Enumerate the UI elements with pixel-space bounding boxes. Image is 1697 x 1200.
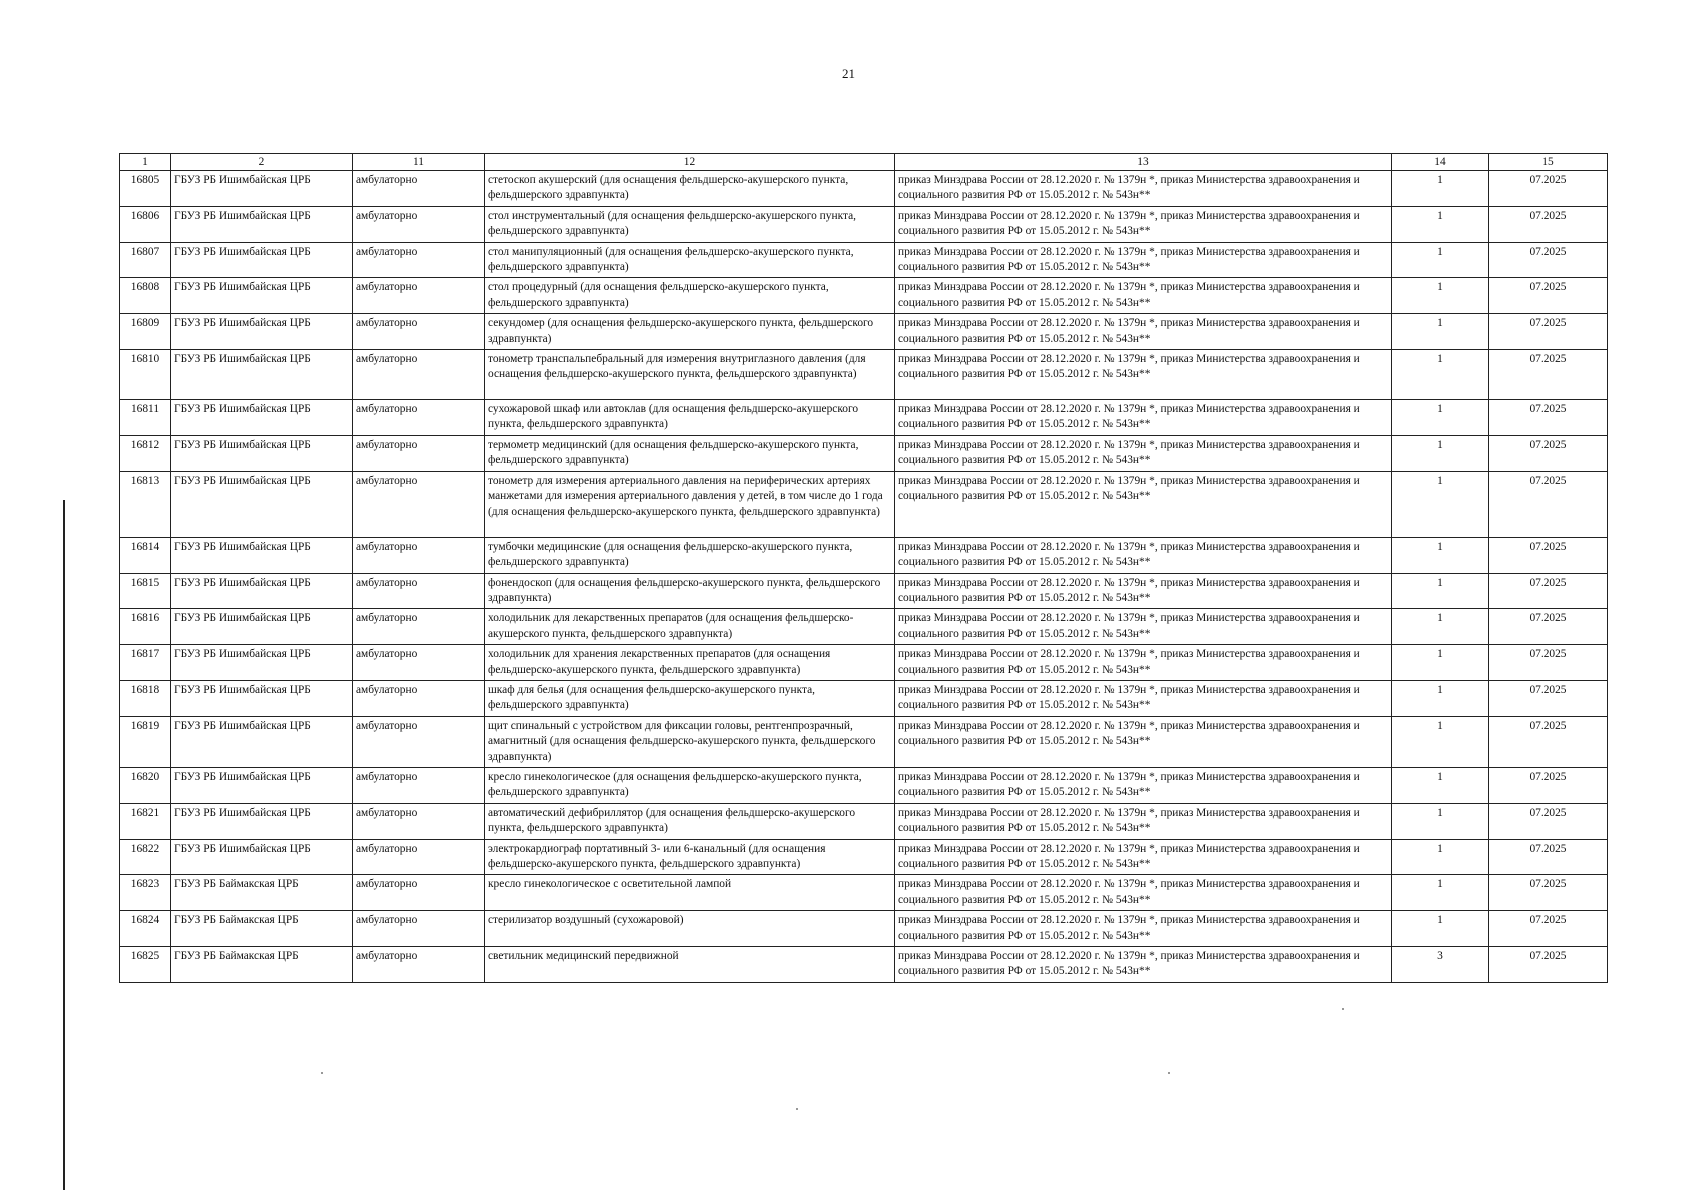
cell-date: 07.2025 [1489,767,1608,803]
cell-care-mode: амбулаторно [353,573,485,609]
scan-artifact-bar [63,500,65,1190]
cell-care-mode: амбулаторно [353,206,485,242]
cell-quantity: 1 [1392,350,1489,400]
cell-number: 16825 [120,947,171,983]
cell-date: 07.2025 [1489,471,1608,537]
cell-number: 16814 [120,537,171,573]
cell-legal-basis: приказ Минздрава России от 28.12.2020 г. № 1379н *, приказ Министерства здравоохранения и социального развития РФ от 15.05.2012 г. № 543н** [895,242,1392,278]
cell-legal-basis: приказ Минздрава России от 28.12.2020 г. № 1379н *, приказ Министерства здравоохранения и социального развития РФ от 15.05.2012 г. № 543н** [895,537,1392,573]
table-body [120,171,1608,983]
cell-equipment: щит спинальный с устройством для фиксации головы, рентгенпрозрачный, амагнитный (для оснащения фельдшерско-акушерского пункта, фельдшерского здравпункта) [485,716,895,767]
cell-organization: ГБУЗ РБ Ишимбайская ЦРБ [171,716,353,767]
cell-date: 07.2025 [1489,206,1608,242]
cell-organization: ГБУЗ РБ Ишимбайская ЦРБ [171,471,353,537]
cell-number: 16812 [120,435,171,471]
cell-equipment: термометр медицинский (для оснащения фельдшерско-акушерского пункта, фельдшерского здравпункта) [485,435,895,471]
cell-legal-basis: приказ Минздрава России от 28.12.2020 г. № 1379н *, приказ Министерства здравоохранения и социального развития РФ от 15.05.2012 г. № 543н** [895,400,1392,436]
cell-date: 07.2025 [1489,314,1608,350]
cell-care-mode: амбулаторно [353,947,485,983]
cell-number: 16809 [120,314,171,350]
cell-equipment: фонендоскоп (для оснащения фельдшерско-акушерского пункта, фельдшерского здравпункта) [485,573,895,609]
cell-date: 07.2025 [1489,680,1608,716]
table-row [120,400,1608,436]
cell-organization: ГБУЗ РБ Ишимбайская ЦРБ [171,680,353,716]
cell-date: 07.2025 [1489,609,1608,645]
cell-number: 16820 [120,767,171,803]
cell-number: 16815 [120,573,171,609]
cell-date: 07.2025 [1489,716,1608,767]
page-number: 21 [842,66,855,81]
cell-number: 16823 [120,875,171,911]
cell-care-mode: амбулаторно [353,314,485,350]
cell-number: 16813 [120,471,171,537]
cell-care-mode: амбулаторно [353,242,485,278]
table-row [120,716,1608,767]
cell-number: 16807 [120,242,171,278]
table-row [120,573,1608,609]
cell-care-mode: амбулаторно [353,839,485,875]
cell-organization: ГБУЗ РБ Ишимбайская ЦРБ [171,767,353,803]
cell-legal-basis: приказ Минздрава России от 28.12.2020 г. № 1379н *, приказ Министерства здравоохранения и социального развития РФ от 15.05.2012 г. № 543н** [895,435,1392,471]
col-header: 12 [485,154,895,171]
cell-organization: ГБУЗ РБ Ишимбайская ЦРБ [171,803,353,839]
cell-date: 07.2025 [1489,278,1608,314]
cell-legal-basis: приказ Минздрава России от 28.12.2020 г. № 1379н *, приказ Министерства здравоохранения и социального развития РФ от 15.05.2012 г. № 543н** [895,767,1392,803]
scan-speck [796,1108,798,1110]
cell-legal-basis: приказ Минздрава России от 28.12.2020 г. № 1379н *, приказ Министерства здравоохранения и социального развития РФ от 15.05.2012 г. № 543н** [895,278,1392,314]
cell-number: 16816 [120,609,171,645]
cell-equipment: секундомер (для оснащения фельдшерско-акушерского пункта, фельдшерского здравпункта) [485,314,895,350]
table-row [120,911,1608,947]
cell-quantity: 1 [1392,803,1489,839]
cell-number: 16806 [120,206,171,242]
col-header: 2 [171,154,353,171]
cell-organization: ГБУЗ РБ Ишимбайская ЦРБ [171,314,353,350]
col-header: 13 [895,154,1392,171]
table-row [120,314,1608,350]
table-row [120,875,1608,911]
cell-equipment: сухожаровой шкаф или автоклав (для оснащения фельдшерско-акушерского пункта, фельдшерского здравпункта) [485,400,895,436]
cell-equipment: стол инструментальный (для оснащения фельдшерско-акушерского пункта, фельдшерского здравпункта) [485,206,895,242]
cell-date: 07.2025 [1489,803,1608,839]
table-row [120,278,1608,314]
table-row [120,242,1608,278]
cell-equipment: кресло гинекологическое (для оснащения фельдшерско-акушерского пункта, фельдшерского здравпункта) [485,767,895,803]
table-row [120,206,1608,242]
cell-date: 07.2025 [1489,911,1608,947]
cell-legal-basis: приказ Минздрава России от 28.12.2020 г. № 1379н *, приказ Министерства здравоохранения и социального развития РФ от 15.05.2012 г. № 543н** [895,471,1392,537]
cell-care-mode: амбулаторно [353,350,485,400]
cell-legal-basis: приказ Минздрава России от 28.12.2020 г. № 1379н *, приказ Министерства здравоохранения и социального развития РФ от 15.05.2012 г. № 543н** [895,171,1392,207]
cell-date: 07.2025 [1489,400,1608,436]
cell-equipment: стол манипуляционный (для оснащения фельдшерско-акушерского пункта, фельдшерского здравпункта) [485,242,895,278]
cell-organization: ГБУЗ РБ Баймакская ЦРБ [171,875,353,911]
cell-legal-basis: приказ Минздрава России от 28.12.2020 г. № 1379н *, приказ Министерства здравоохранения и социального развития РФ от 15.05.2012 г. № 543н** [895,573,1392,609]
cell-legal-basis: приказ Минздрава России от 28.12.2020 г. № 1379н *, приказ Министерства здравоохранения и социального развития РФ от 15.05.2012 г. № 543н** [895,609,1392,645]
cell-legal-basis: приказ Минздрава России от 28.12.2020 г. № 1379н *, приказ Министерства здравоохранения и социального развития РФ от 15.05.2012 г. № 543н** [895,680,1392,716]
cell-legal-basis: приказ Минздрава России от 28.12.2020 г. № 1379н *, приказ Министерства здравоохранения и социального развития РФ от 15.05.2012 г. № 543н** [895,206,1392,242]
cell-care-mode: амбулаторно [353,911,485,947]
cell-care-mode: амбулаторно [353,767,485,803]
cell-care-mode: амбулаторно [353,609,485,645]
cell-care-mode: амбулаторно [353,645,485,681]
cell-number: 16819 [120,716,171,767]
cell-equipment: шкаф для белья (для оснащения фельдшерско-акушерского пункта, фельдшерского здравпункта) [485,680,895,716]
cell-quantity: 1 [1392,400,1489,436]
cell-care-mode: амбулаторно [353,471,485,537]
col-header: 1 [120,154,171,171]
cell-equipment: тонометр транспальпебральный для измерения внутриглазного давления (для оснащения фельдшерско-акушерского пункта, фельдшерского здравпункта) [485,350,895,400]
cell-legal-basis: приказ Минздрава России от 28.12.2020 г. № 1379н *, приказ Министерства здравоохранения и социального развития РФ от 15.05.2012 г. № 543н** [895,350,1392,400]
cell-quantity: 1 [1392,609,1489,645]
table-row [120,680,1608,716]
cell-equipment: тумбочки медицинские (для оснащения фельдшерско-акушерского пункта, фельдшерского здравпункта) [485,537,895,573]
cell-number: 16822 [120,839,171,875]
cell-organization: ГБУЗ РБ Ишимбайская ЦРБ [171,400,353,436]
cell-organization: ГБУЗ РБ Ишимбайская ЦРБ [171,278,353,314]
cell-organization: ГБУЗ РБ Ишимбайская ЦРБ [171,350,353,400]
cell-quantity: 3 [1392,947,1489,983]
cell-organization: ГБУЗ РБ Ишимбайская ЦРБ [171,242,353,278]
cell-organization: ГБУЗ РБ Ишимбайская ЦРБ [171,537,353,573]
scan-speck [1342,1008,1344,1010]
cell-equipment: стерилизатор воздушный (сухожаровой) [485,911,895,947]
cell-quantity: 1 [1392,471,1489,537]
col-header: 15 [1489,154,1608,171]
cell-organization: ГБУЗ РБ Баймакская ЦРБ [171,911,353,947]
cell-organization: ГБУЗ РБ Ишимбайская ЦРБ [171,839,353,875]
cell-care-mode: амбулаторно [353,716,485,767]
table-row [120,767,1608,803]
cell-care-mode: амбулаторно [353,278,485,314]
col-header: 11 [353,154,485,171]
cell-date: 07.2025 [1489,839,1608,875]
cell-quantity: 1 [1392,911,1489,947]
table-row [120,947,1608,983]
cell-number: 16808 [120,278,171,314]
cell-number: 16821 [120,803,171,839]
cell-date: 07.2025 [1489,645,1608,681]
table-row [120,435,1608,471]
cell-number: 16817 [120,645,171,681]
cell-organization: ГБУЗ РБ Ишимбайская ЦРБ [171,171,353,207]
col-header: 14 [1392,154,1489,171]
cell-date: 07.2025 [1489,947,1608,983]
cell-number: 16810 [120,350,171,400]
cell-quantity: 1 [1392,537,1489,573]
cell-quantity: 1 [1392,645,1489,681]
cell-quantity: 1 [1392,314,1489,350]
cell-quantity: 1 [1392,839,1489,875]
cell-quantity: 1 [1392,680,1489,716]
cell-care-mode: амбулаторно [353,537,485,573]
cell-equipment: автоматический дефибриллятор (для оснащения фельдшерско-акушерского пункта, фельдшерского здравпункта) [485,803,895,839]
cell-quantity: 1 [1392,435,1489,471]
cell-quantity: 1 [1392,716,1489,767]
cell-care-mode: амбулаторно [353,435,485,471]
table-row [120,537,1608,573]
cell-date: 07.2025 [1489,242,1608,278]
cell-equipment: светильник медицинский передвижной [485,947,895,983]
table-row [120,839,1608,875]
cell-number: 16818 [120,680,171,716]
cell-legal-basis: приказ Минздрава России от 28.12.2020 г. № 1379н *, приказ Министерства здравоохранения и социального развития РФ от 15.05.2012 г. № 543н** [895,716,1392,767]
cell-quantity: 1 [1392,767,1489,803]
cell-equipment: холодильник для хранения лекарственных препаратов (для оснащения фельдшерско-акушерского пункта, фельдшерского здравпункта) [485,645,895,681]
equipment-table [119,153,1608,983]
cell-care-mode: амбулаторно [353,875,485,911]
cell-organization: ГБУЗ РБ Ишимбайская ЦРБ [171,435,353,471]
cell-care-mode: амбулаторно [353,803,485,839]
cell-number: 16805 [120,171,171,207]
cell-care-mode: амбулаторно [353,400,485,436]
cell-organization: ГБУЗ РБ Ишимбайская ЦРБ [171,645,353,681]
cell-equipment: стетоскоп акушерский (для оснащения фельдшерско-акушерского пункта, фельдшерского здравпункта) [485,171,895,207]
cell-care-mode: амбулаторно [353,171,485,207]
cell-quantity: 1 [1392,206,1489,242]
cell-date: 07.2025 [1489,171,1608,207]
cell-date: 07.2025 [1489,350,1608,400]
table-row [120,350,1608,400]
table-row [120,645,1608,681]
cell-legal-basis: приказ Минздрава России от 28.12.2020 г. № 1379н *, приказ Министерства здравоохранения и социального развития РФ от 15.05.2012 г. № 543н** [895,839,1392,875]
cell-date: 07.2025 [1489,573,1608,609]
table-row [120,609,1608,645]
cell-quantity: 1 [1392,278,1489,314]
cell-equipment: электрокардиограф портативный 3- или 6-канальный (для оснащения фельдшерско-акушерского пункта, фельдшерского здравпункта) [485,839,895,875]
cell-legal-basis: приказ Минздрава России от 28.12.2020 г. № 1379н *, приказ Министерства здравоохранения и социального развития РФ от 15.05.2012 г. № 543н** [895,314,1392,350]
cell-organization: ГБУЗ РБ Ишимбайская ЦРБ [171,609,353,645]
cell-organization: ГБУЗ РБ Ишимбайская ЦРБ [171,573,353,609]
cell-equipment: кресло гинекологическое с осветительной лампой [485,875,895,911]
cell-number: 16811 [120,400,171,436]
cell-equipment: тонометр для измерения артериального давления на периферических артериях манжетами для измерения артериального давления у детей, в том числе до 1 года (для оснащения фельдшерско-акушерского пункта, фельдшерского здравпункта) [485,471,895,537]
cell-care-mode: амбулаторно [353,680,485,716]
cell-number: 16824 [120,911,171,947]
table-row [120,471,1608,537]
cell-organization: ГБУЗ РБ Баймакская ЦРБ [171,947,353,983]
cell-legal-basis: приказ Минздрава России от 28.12.2020 г. № 1379н *, приказ Министерства здравоохранения и социального развития РФ от 15.05.2012 г. № 543н** [895,911,1392,947]
cell-date: 07.2025 [1489,875,1608,911]
cell-organization: ГБУЗ РБ Ишимбайская ЦРБ [171,206,353,242]
cell-legal-basis: приказ Минздрава России от 28.12.2020 г. № 1379н *, приказ Министерства здравоохранения и социального развития РФ от 15.05.2012 г. № 543н** [895,947,1392,983]
scan-speck [321,1072,323,1074]
cell-date: 07.2025 [1489,435,1608,471]
cell-quantity: 1 [1392,875,1489,911]
cell-quantity: 1 [1392,242,1489,278]
cell-legal-basis: приказ Минздрава России от 28.12.2020 г. № 1379н *, приказ Министерства здравоохранения и социального развития РФ от 15.05.2012 г. № 543н** [895,803,1392,839]
column-number-header [120,154,1608,171]
cell-quantity: 1 [1392,171,1489,207]
scan-speck [1168,1072,1170,1074]
cell-quantity: 1 [1392,573,1489,609]
cell-equipment: стол процедурный (для оснащения фельдшерско-акушерского пункта, фельдшерского здравпункта) [485,278,895,314]
cell-date: 07.2025 [1489,537,1608,573]
cell-legal-basis: приказ Минздрава России от 28.12.2020 г. № 1379н *, приказ Министерства здравоохранения и социального развития РФ от 15.05.2012 г. № 543н** [895,645,1392,681]
table-row [120,171,1608,207]
cell-legal-basis: приказ Минздрава России от 28.12.2020 г. № 1379н *, приказ Министерства здравоохранения и социального развития РФ от 15.05.2012 г. № 543н** [895,875,1392,911]
table-row [120,803,1608,839]
cell-equipment: холодильник для лекарственных препаратов (для оснащения фельдшерско-акушерского пункта, фельдшерского здравпункта) [485,609,895,645]
